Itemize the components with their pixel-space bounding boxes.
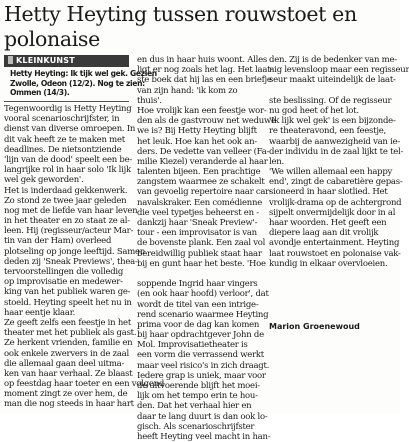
headline [4, 2, 396, 52]
article-text-line: die allemaal gaan deel uitma- [4, 358, 125, 369]
article-text-line: den als de gastvrouw net weduwe [137, 116, 276, 127]
article-text-line: end', zingt de cabaretière gepas- [269, 177, 403, 188]
article-text-line: man die nog steeds in haar hart [4, 399, 134, 410]
article-text-line: en dus in haar huis woont. Alles [137, 55, 267, 65]
article-text-line: Hoe vrolijk kan een feestje wor- [137, 105, 267, 116]
article-text-line: bij en gunt haar het beste. 'Hoe [137, 258, 266, 269]
article-text-line: talenten bijeen. Een prachtige [137, 167, 261, 178]
article-text-line: seur maakt uiteindelijk de laat- [269, 75, 396, 86]
article-text-line: we is? Bij Hetty Heyting blijft [137, 126, 257, 137]
article-text-line: die veel typetjes beheerst en - [137, 207, 259, 218]
article-text-line: kundig in elkaar overvloeien. [269, 258, 388, 269]
article-text-line: een vorm die verrassend werkt [137, 350, 264, 361]
banner-marker-icon [8, 56, 13, 64]
article-text-line: navalskraker. Een comédienne [137, 197, 263, 208]
article-text-line: haar woorden. Het geeft een [269, 218, 387, 228]
article-text-line: 'Ik lijk wel gek' is een bijzonde- [269, 116, 396, 127]
article-text-line: tervoorstellingen die volledig [4, 267, 124, 277]
article-text-line: rend scenario waarmee Heyting [137, 309, 269, 320]
article-text-line: lijk om het tempo erin te hou- [137, 391, 258, 402]
article-text-line: ken van haar verhaal. Ze blaast [4, 368, 133, 379]
article-text-line: den. Zij is de bedenker van me- [269, 55, 397, 65]
info-divider [4, 101, 129, 102]
article-text-line: soppende Ingrid haar vingers [137, 279, 258, 290]
article-column-3 [269, 55, 409, 269]
article-text-line: Mol. Improvisatietheater is [137, 340, 248, 351]
article-text-line: diepere laag aan dit vrolijk [269, 228, 379, 239]
article-text-line: Het is inderdaad gekkenwerk. [4, 185, 128, 196]
article-text-line: vrolijk-drama op de achtergrond [269, 197, 402, 208]
article-text-line: Ze herkent vrienden, familie en [4, 338, 133, 349]
article-text-line: op feestdag haar toeter en een volgend [4, 379, 165, 390]
article-text-line: king van het publiek waren ge- [4, 287, 131, 298]
article-text-line: len. [269, 156, 284, 167]
article-text-line: langrijke rol in haar solo 'Ik lijk [4, 165, 131, 176]
performance-info [10, 69, 157, 98]
article-text-line [137, 269, 263, 279]
article-text-line: Iedere grap is uniek, maar voor [137, 370, 266, 381]
article-text-line: der individu in de zaal lijkt te tel- [269, 146, 404, 157]
performance-info-line: Ommen (14/3). [10, 88, 70, 98]
article-text-line: ste boek dat hij las en een briefje [137, 75, 272, 86]
performance-info-line: Hetty Heyting: Ik tijk wel gek. Gezien [10, 69, 157, 78]
article-text-line: het leuk. Hoe kan het ook an- [137, 136, 257, 147]
article-text-line: waarbij de aanwezigheid van ie- [269, 136, 400, 147]
article-text-line: de uitvoerende blijft het moei- [137, 381, 260, 391]
article-text-line: ders. De vedette van velleer (Fa- [137, 146, 270, 157]
article-text-line: nu god heet of het lot. [269, 105, 359, 116]
article-text-line: plotseling op jonge leeftijd. Samen [4, 246, 146, 257]
article-text-line: Tegenwoordig is Hetty Heyting [4, 104, 132, 114]
article-text-line: re theateravond, een feestje, [269, 126, 386, 137]
article-text-line: nig levensloop maar een regisseur [269, 65, 409, 76]
article-text-line: dankzij haar 'Sneak Preview'- [137, 218, 258, 228]
article-text-line: sioneerd in haar slotlied. Het [269, 187, 388, 198]
article-text-line: daar te lang duurt is dan ook lo- [137, 411, 268, 422]
article-text-line: vooral scenarioschrijfster, in [4, 114, 120, 125]
article-text-line: Zo stond ze twee jaar geleden [4, 195, 127, 206]
article-text-line: ste beslissing. Of de regisseur [269, 95, 392, 106]
article-text-line: Ze geeft zelfs een feestje in het [4, 317, 131, 328]
article-text-line: moment zingt ze over hem, de [4, 389, 128, 400]
article-text-line: wordt de titel van een intrige- [137, 299, 259, 310]
article-text-line: in het theater en zo staat ze al- [4, 216, 130, 227]
article-text-line: van gevoelig repertoire naar car- [137, 187, 272, 198]
article-text-line: tin van der Ham) overleed [4, 236, 112, 247]
article-text-line: ligt er nog zoals het lag. Het laat- [137, 65, 273, 76]
article-text-line: wel gek geworden'. [4, 175, 84, 186]
article-text-line: bij haar opdrachtgever John de [137, 330, 264, 341]
article-text-line: dit vak heeft ze te maken met [4, 134, 125, 145]
article-text-line: (en ook haar hoofd) verloor', dat [137, 289, 269, 300]
section-banner-label: KLEINKUNST [16, 56, 75, 65]
article-text-line: van zijn hand: 'ik kom zo [137, 85, 238, 96]
article-text-line: deden zij 'Sneak Previews', thea- [4, 256, 138, 267]
article-text-line: avondje entertainment. Heyting [269, 238, 400, 249]
article-text-line: heeft Heyting veel macht in han- [137, 431, 271, 442]
article-text-line: sijpelt onvermijdelijk door in al [269, 207, 396, 218]
performance-info-line: Zwolle, Odeon (12/2). Nog te zien: [10, 78, 145, 88]
article-text-line: zangstem waarmee ze schakelt [137, 177, 265, 188]
article-text-line: deadlines. De nietsontziende [4, 144, 122, 155]
author-byline: Marion Groenewoud [269, 322, 360, 331]
article-column-2 [137, 55, 276, 442]
article-text-line [269, 86, 396, 96]
headline-line-1: Hetty Heyting tussen rouwstoet en [4, 2, 357, 26]
article-text-line: op improvisatie en medewer- [4, 277, 123, 288]
article-column-1 [4, 104, 165, 410]
article-text-line: prima voor de dag kan komen [137, 319, 260, 330]
article-text-line: 'We willen allemaal een happy [269, 167, 393, 178]
article-text-line: 'lijn van de dood' speelt een be- [4, 154, 132, 165]
article-text-line: thuis'. [137, 95, 162, 106]
article-text-line: tour - een improvisator is van [137, 228, 257, 239]
article-text-line: laat rouwstoet en polonaise vak- [269, 248, 401, 259]
article-text-line: theater met het publiek als gast. [4, 328, 137, 339]
headline-line-2: polonaise [4, 27, 100, 51]
article-text-line: nog met de liefde van haar leven [4, 205, 138, 216]
article-text-line: dienst van diverse omroepen. In [4, 124, 136, 135]
article-text-line: gisch. Als scenarioschrijfster [137, 421, 255, 432]
article-text-line: haar eentje klaar. [4, 307, 76, 318]
article-text-line: den. Dat het verhaal hier en [137, 401, 252, 412]
article-text-line: milie Kiezel) veranderde al haar [137, 156, 268, 167]
article-text-line: bereidwillig publiek staat haar [137, 248, 262, 259]
article-text-line: de bovenste plank. Een zaal vol [137, 238, 266, 249]
section-banner [4, 55, 129, 67]
article-text-line: maar veel risico's in zich draagt. [137, 360, 270, 371]
article-text-line: stoeld. Heyting speelt het nu in [4, 297, 132, 308]
article-text-line: leen. Hij (regisseur/acteur Mar- [4, 226, 134, 237]
article-text-line: ook enkele zwervers in de zaal [4, 348, 129, 359]
